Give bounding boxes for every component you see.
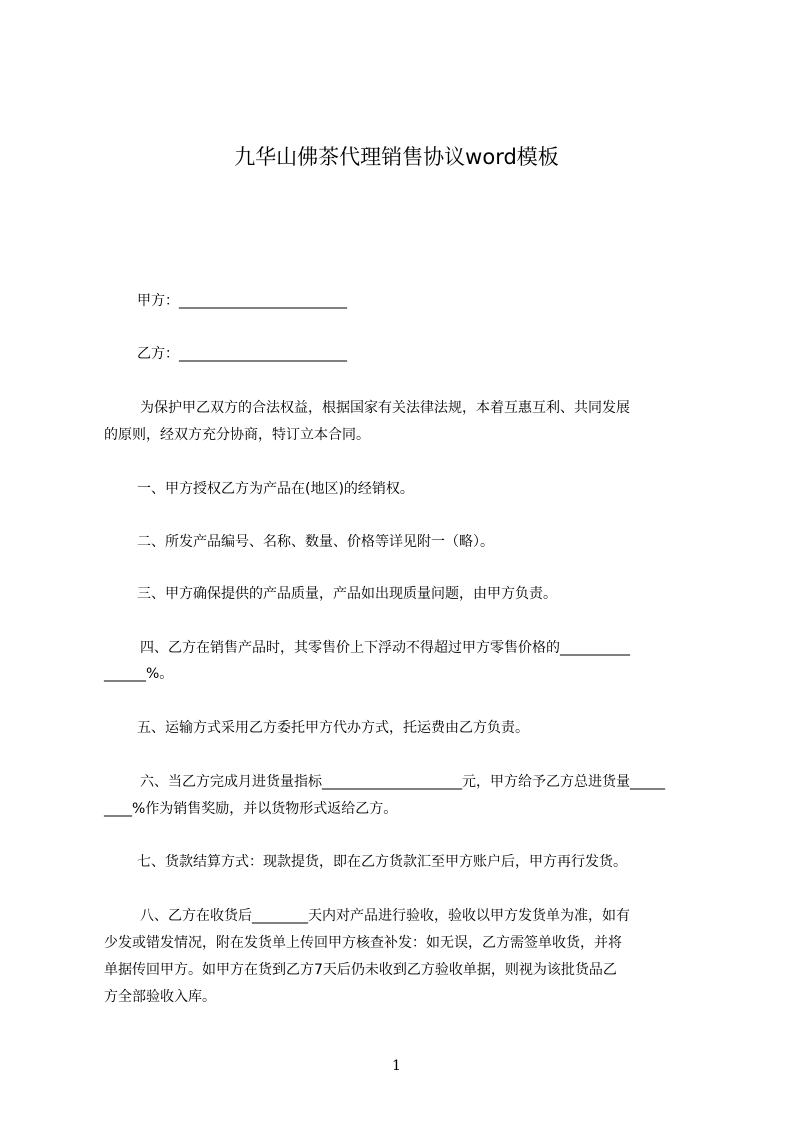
- clause-5-line-1: 五、运输方式采用乙方委托甲方代办方式，托运费由乙方负责。: [137, 720, 529, 736]
- clause-2-line-1: 二、所发产品编号、名称、数量、价格等详见附一（略）。: [137, 534, 494, 550]
- clause-8-line-3: 单据传回甲方。如甲方在货到乙方7天后仍未收到乙方验收单据，则视为该批货品乙: [104, 962, 617, 978]
- clause-8-line-2: 少发或错发情况，附在发货单上传回甲方核查补发：如无误，乙方需签单收货，并将: [104, 935, 622, 951]
- clause-8-line-1: 八、乙方在收货后________天内对产品进行验收，验收以甲方发货单为准，如有: [140, 908, 630, 924]
- document-title: 九华山佛茶代理销售协议word模板: [234, 145, 559, 169]
- clause-6-line-1: 六、当乙方完成月进货量指标____________________元，甲方给予乙方总进货量_____: [140, 774, 665, 790]
- clause-3-line-1: 三、甲方确保提供的产品质量，产品如出现质量问题，由甲方负责。: [137, 586, 557, 602]
- clause-6-line-2: ____%作为销售奖励，并以货物形式返给乙方。: [104, 801, 398, 817]
- clause-4-line-1: 四、乙方在销售产品时，其零售价上下浮动不得超过甲方零售价格的__________: [140, 640, 630, 656]
- preamble-line-2: 的原则，经双方充分协商，特订立本合同。: [104, 427, 370, 443]
- clause-1-line-1: 一、甲方授权乙方为产品在(地区)的经销权。: [137, 481, 414, 497]
- clause-7-line-1: 七、货款结算方式：现款提货，即在乙方货款汇至甲方账户后，甲方再行发货。: [137, 854, 627, 870]
- party-a-line: 甲方：________________________: [137, 293, 347, 309]
- preamble-line-1: 为保护甲乙双方的合法权益，根据国家有关法律法规，本着互惠互利、共同发展: [140, 400, 630, 416]
- clause-8-line-4: 方全部验收入库。: [104, 989, 216, 1005]
- page-number: 1: [392, 1058, 401, 1074]
- clause-4-line-2: ______%。: [104, 666, 174, 682]
- party-b-line: 乙方：________________________: [137, 346, 347, 362]
